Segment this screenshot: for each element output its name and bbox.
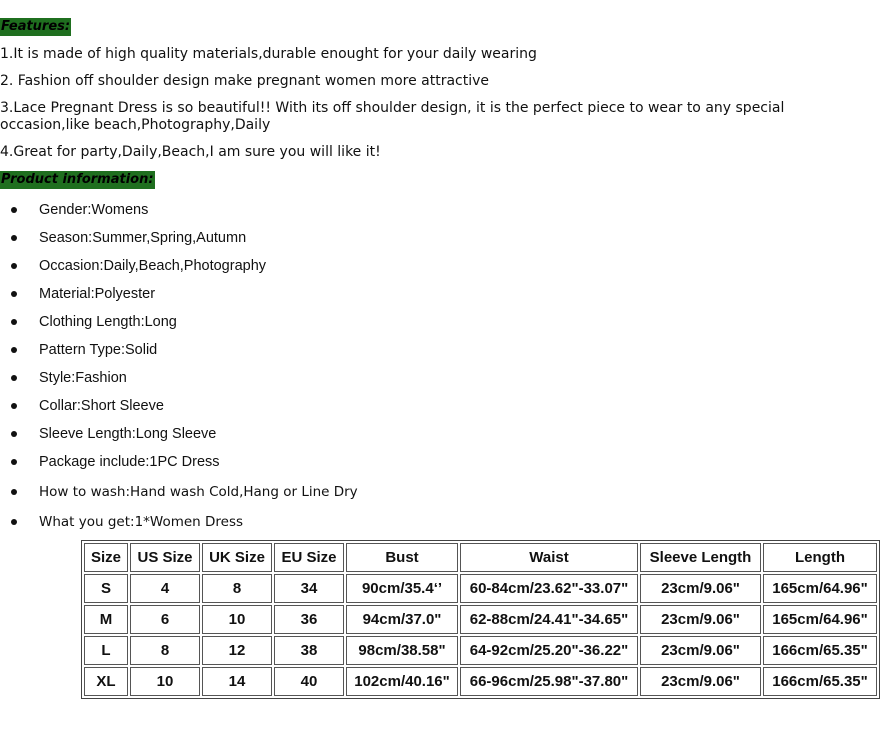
bullet-icon (11, 489, 17, 495)
bullet-icon (11, 319, 17, 325)
list-item (0, 252, 358, 280)
table-cell: S (84, 574, 128, 603)
clothing-length-text: Clothing Length:Long (39, 314, 177, 330)
bullet-icon (11, 235, 17, 241)
how-to-wash-text: How to wash:Hand wash Cold,Hang or Line Dry (39, 484, 358, 500)
features-heading: Features: (1, 19, 71, 34)
table-cell: 38 (274, 636, 344, 665)
table-cell: 10 (130, 667, 200, 696)
table-cell: 98cm/38.58" (346, 636, 458, 665)
material-text: Material:Polyester (39, 286, 156, 302)
occasion-text: Occasion:Daily,Beach,Photography (39, 258, 267, 274)
table-cell: 12 (202, 636, 272, 665)
list-item (0, 448, 358, 476)
bullet-icon (11, 375, 17, 381)
table-cell: 23cm/9.06" (640, 574, 761, 603)
table-cell: 23cm/9.06" (640, 667, 761, 696)
column-header-eu-size: EU Size (274, 543, 344, 572)
table-cell: 166cm/65.35" (763, 667, 877, 696)
table-cell: 102cm/40.16" (346, 667, 458, 696)
column-header-length: Length (763, 543, 877, 572)
feature-item-4: 4.Great for party,Daily,Beach,I am sure you will like it! (0, 144, 381, 160)
table-cell: 40 (274, 667, 344, 696)
table-cell: 90cm/35.4‘’ (346, 574, 458, 603)
list-item (0, 224, 358, 252)
bullet-icon (11, 291, 17, 297)
column-header-us-size: US Size (130, 543, 200, 572)
column-header-bust: Bust (346, 543, 458, 572)
package-include-text: Package include:1PC Dress (39, 454, 220, 470)
table-header-row (84, 543, 877, 572)
table-cell: 60-84cm/23.62"-33.07" (460, 574, 638, 603)
table-cell: 23cm/9.06" (640, 605, 761, 634)
table-cell: L (84, 636, 128, 665)
list-item (0, 280, 358, 308)
table-cell: 64-92cm/25.20"-36.22" (460, 636, 638, 665)
table-cell: 62-88cm/24.41"-34.65" (460, 605, 638, 634)
feature-item-3: 3.Lace Pregnant Dress is so beautiful!! With its off shoulder design, it is the perfect piece to wear to any special occasion,like beach,Photography,Daily (0, 100, 785, 133)
table-cell: 165cm/64.96" (763, 605, 877, 634)
sleeve-length-text: Sleeve Length:Long Sleeve (39, 426, 217, 442)
feature-item-1: 1.It is made of high quality materials,durable enought for your daily wearing (0, 46, 537, 62)
column-header-sleeve-length: Sleeve Length (640, 543, 761, 572)
list-item (0, 364, 358, 392)
table-cell: 4 (130, 574, 200, 603)
collar-text: Collar:Short Sleeve (39, 398, 164, 414)
bullet-icon (11, 403, 17, 409)
table-cell: 165cm/64.96" (763, 574, 877, 603)
gender-text: Gender:Womens (39, 202, 149, 218)
table-cell: XL (84, 667, 128, 696)
list-item (0, 308, 358, 336)
table-cell: 6 (130, 605, 200, 634)
pattern-type-text: Pattern Type:Solid (39, 342, 158, 358)
bullet-icon (11, 207, 17, 213)
what-you-get-text: What you get:1*Women Dress (39, 514, 244, 530)
column-header-size: Size (84, 543, 128, 572)
table-row (84, 636, 877, 665)
product-info-list (0, 196, 358, 536)
column-header-waist: Waist (460, 543, 638, 572)
table-cell: M (84, 605, 128, 634)
list-item (0, 196, 358, 224)
table-cell: 23cm/9.06" (640, 636, 761, 665)
bullet-icon (11, 347, 17, 353)
list-item (0, 478, 358, 506)
list-item (0, 508, 358, 536)
table-cell: 66-96cm/25.98"-37.80" (460, 667, 638, 696)
table-row (84, 605, 877, 634)
table-cell: 34 (274, 574, 344, 603)
list-item (0, 392, 358, 420)
list-item (0, 420, 358, 448)
table-cell: 166cm/65.35" (763, 636, 877, 665)
table-cell: 8 (202, 574, 272, 603)
table-row (84, 574, 877, 603)
bullet-icon (11, 459, 17, 465)
season-text: Season:Summer,Spring,Autumn (39, 230, 247, 246)
column-header-uk-size: UK Size (202, 543, 272, 572)
style-text: Style:Fashion (39, 370, 127, 386)
table-cell: 94cm/37.0" (346, 605, 458, 634)
product-info-heading: Product information: (1, 172, 154, 187)
list-item (0, 336, 358, 364)
table-cell: 36 (274, 605, 344, 634)
table-cell: 8 (130, 636, 200, 665)
bullet-icon (11, 519, 17, 525)
feature-item-2: 2. Fashion off shoulder design make pregnant women more attractive (0, 73, 490, 89)
bullet-icon (11, 431, 17, 437)
table-cell: 14 (202, 667, 272, 696)
table-row (84, 667, 877, 696)
size-table (81, 540, 880, 699)
bullet-icon (11, 263, 17, 269)
table-cell: 10 (202, 605, 272, 634)
